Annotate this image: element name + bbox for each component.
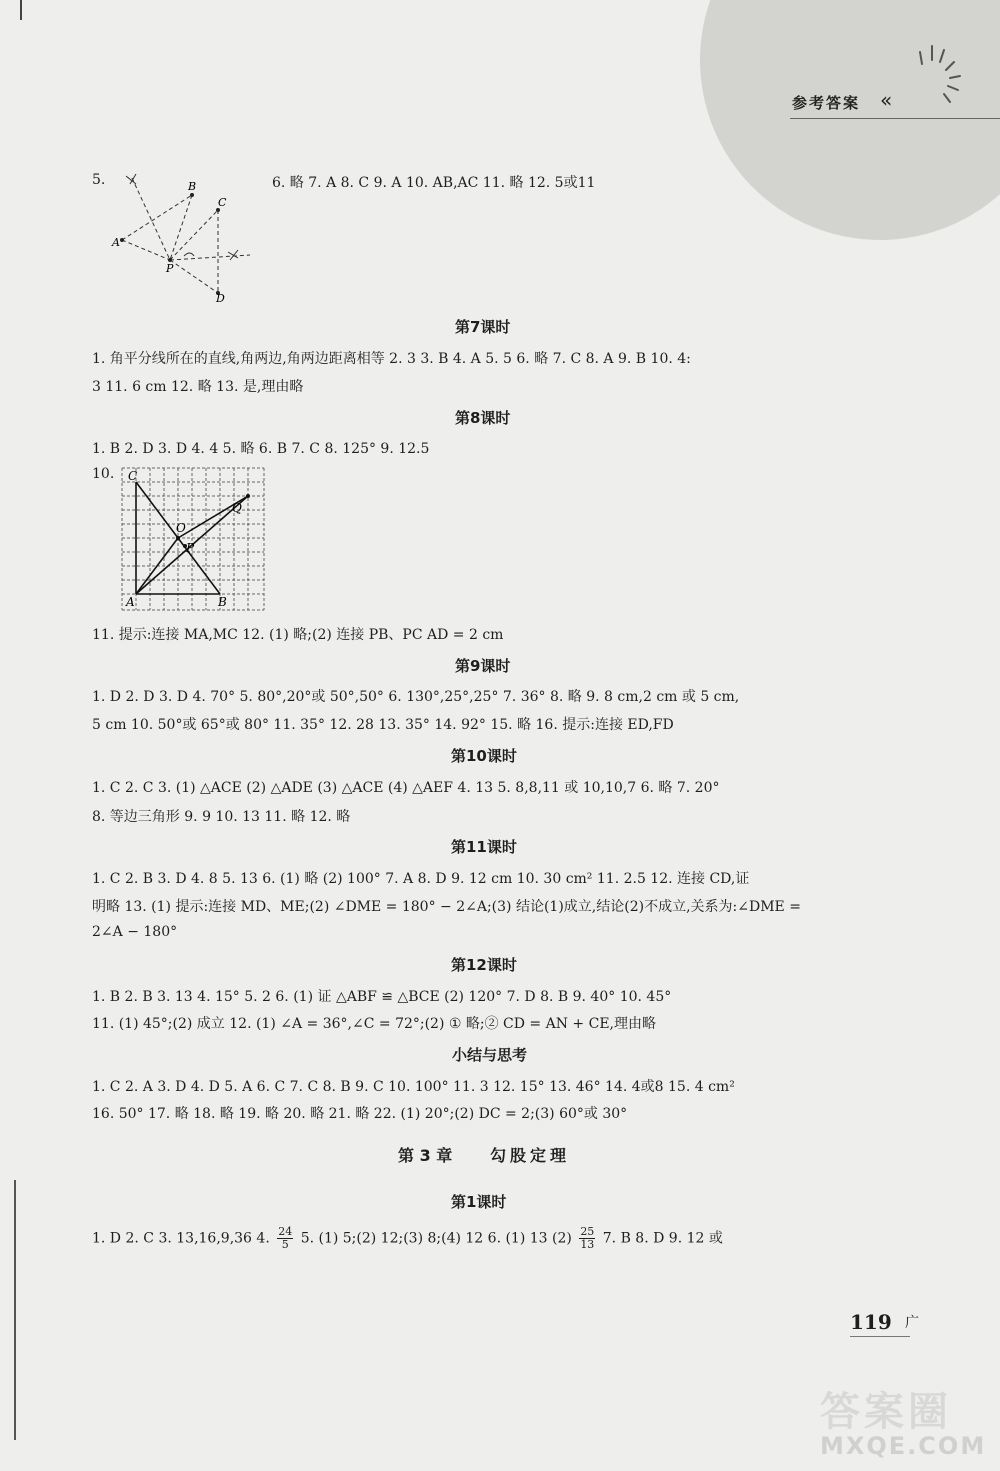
s11-line-3: 2∠A − 180° [92,924,178,940]
ch3-line-1-part-c: 7. B 8. D 9. 12 或 [602,1230,723,1247]
corner-decoration [700,0,1000,240]
figure-10-grid [118,464,270,614]
s8-line-1: 1. B 2. D 3. D 4. 4 5. 略 6. B 7. C 8. 125° 9. 12.5 [92,441,430,457]
publisher-logo: 广 [905,1315,919,1331]
ch3-line-1 [92,1226,723,1251]
summary-line-2: 16. 50° 17. 略 18. 略 19. 略 20. 略 21. 略 22. (1) 20°;(2) DC = 2;(3) 60°或 30° [92,1106,628,1122]
watermark-url: MXQE.COM [820,1432,987,1460]
section-heading-8: 第8课时 [455,409,511,427]
section-heading-7: 第7课时 [455,318,511,336]
s12-line-2: 11. (1) 45°;(2) 成立 12. (1) ∠A = 36°,∠C = 72°;(2) ① 略;② CD = AN + CE,理由略 [92,1016,656,1032]
ch3-line-1-part-a: 1. D 2. C 3. 13,16,9,36 4. [92,1230,270,1247]
summary-line-1: 1. C 2. A 3. D 4. D 5. A 6. C 7. C 8. B 9. C 10. 100° 11. 3 12. 15° 13. 46° 14. 4或8 15. 4 cm² [92,1079,735,1095]
ch3-line-1-part-b: 5. (1) 5;(2) 12;(3) 8;(4) 12 6. (1) 13 (2) [300,1230,572,1247]
scan-edge-mark [20,0,22,20]
s11-line-2: 明略 13. (1) 提示:连接 MD、ME;(2) ∠DME = 180° − 2∠A;(3) 结论(1)成立,结论(2)不成立,关系为:∠DME = [92,899,801,915]
section-heading-11: 第11课时 [451,838,517,856]
s11-line-1: 1. C 2. B 3. D 4. 8 5. 13 6. (1) 略 (2) 100° 7. A 8. D 9. 12 cm 10. 30 cm² 11. 2.5 12. 连接 CD,证 [92,871,750,887]
figure-5-angle-bisector [110,170,260,305]
fig5-label-b: B [188,180,197,193]
s7-line-1: 1. 角平分线所在的直线,角两边,角两边距离相等 2. 3 3. B 4. A 5. 5 6. 略 7. C 8. A 9. B 10. 4: [92,351,691,367]
fig10-label-b: B [218,595,227,609]
fig10-label-q: Q [232,501,242,515]
section-heading-9: 第9课时 [455,657,511,675]
section-heading-10: 第10课时 [451,747,517,765]
section-heading-ch3-1: 第1课时 [451,1193,507,1211]
s9-line-1: 1. D 2. D 3. D 4. 70° 5. 80°,20°或 50°,50° 6. 130°,25°,25° 7. 36° 8. 略 9. 8 cm,2 cm 或 5 cm, [92,689,740,705]
fig5-label-p: P [166,262,174,275]
item-10-label: 10. [92,466,115,482]
watermark-logo: 答案圈 [820,1389,952,1435]
fig10-label-a: A [126,595,135,609]
page-number: 119 [850,1310,892,1334]
fig10-label-p: P [186,541,195,555]
fig5-label-a: A [112,236,120,249]
s10-line-1: 1. C 2. C 3. (1) △ACE (2) △ADE (3) △ACE (4) △AEF 4. 13 5. 8,8,11 或 10,10,7 6. 略 7. 20° [92,780,720,796]
section-heading-12: 第12课时 [451,956,517,974]
fig10-label-c: C [128,469,138,483]
fig5-label-d: D [216,292,225,305]
sun-rays-icon [900,40,970,120]
fig5-label-c: C [218,196,227,209]
fraction-25-13: $\frac{25}{13}$ [580,1225,595,1251]
item-5-label: 5. [92,172,106,188]
s7-line-2: 3 11. 6 cm 12. 略 13. 是,理由略 [92,379,304,395]
s12-line-1: 1. B 2. B 3. 13 4. 15° 5. 2 6. (1) 证 △ABF ≌ △BCE (2) 120° 7. D 8. B 9. 40° 10. 45° [92,989,672,1005]
scan-left-edge [0,1180,16,1440]
s9-line-2: 5 cm 10. 50°或 65°或 80° 11. 35° 12. 28 13. 35° 14. 92° 15. 略 16. 提示:连接 ED,FD [92,717,674,733]
section-heading-summary: 小结与思考 [452,1046,528,1064]
prev-answers-line: 6. 略 7. A 8. C 9. A 10. AB,AC 11. 略 12. 5或11 [272,175,596,191]
fig10-label-o: O [176,521,186,535]
s8-line-2: 11. 提示:连接 MA,MC 12. (1) 略;(2) 连接 PB、PC AD = 2 cm [92,627,504,643]
chapter-title: 勾股定理 [490,1146,571,1165]
header-label: 参考答案 [792,94,861,112]
chapter-number: 第 3 章 [398,1146,453,1165]
header-rule [790,118,1000,119]
s10-line-2: 8. 等边三角形 9. 9 10. 13 11. 略 12. 略 [92,809,351,825]
page-number-rule [850,1336,910,1337]
fraction-24-5: $\frac{24}{5}$ [278,1225,293,1251]
chevron-left-icon: « [880,88,893,112]
